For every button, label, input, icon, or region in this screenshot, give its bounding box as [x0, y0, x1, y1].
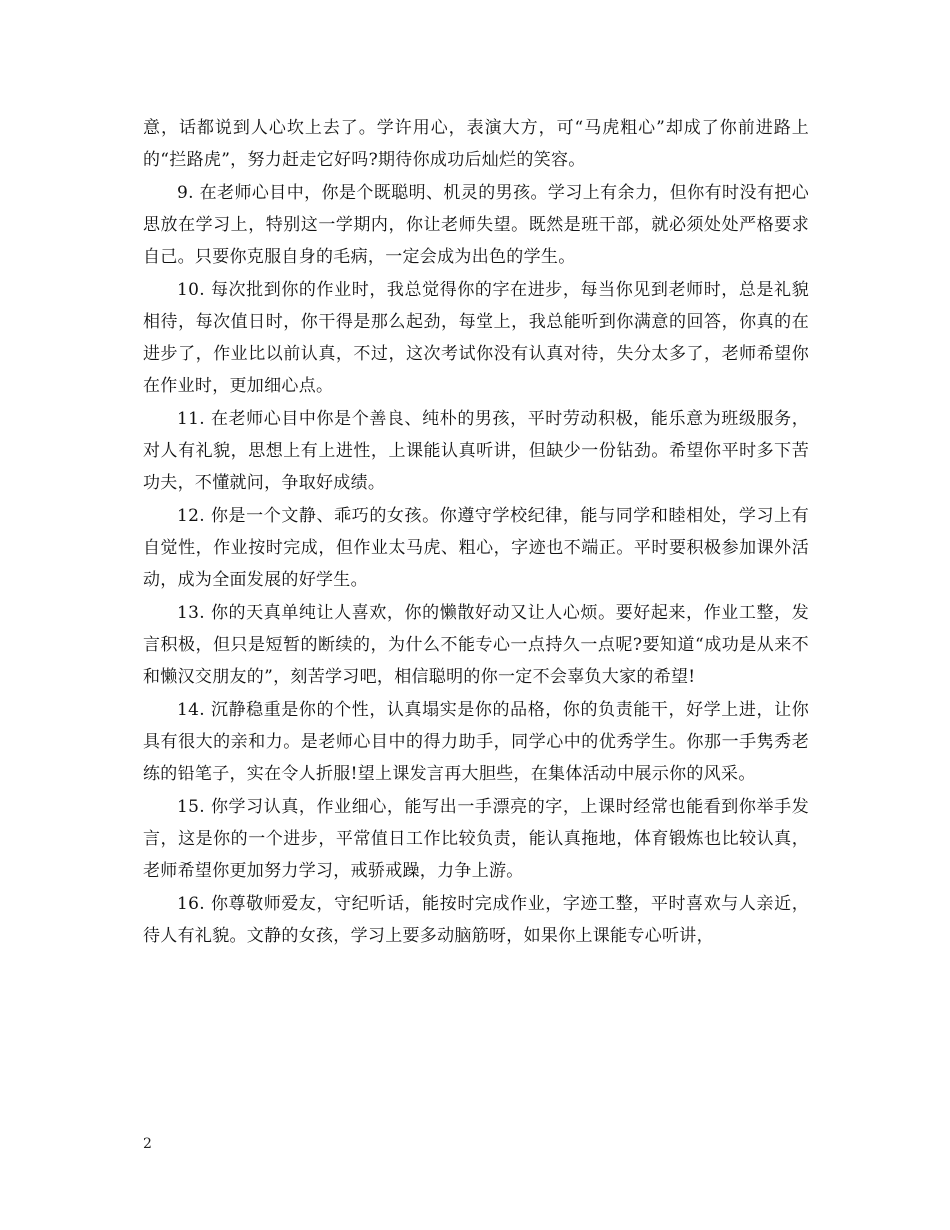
- paragraph-item-9: 9. 在老师心目中，你是个既聪明、机灵的男孩。学习上有余力，但你有时没有把心思放在学习上，特别这一学期内，你让老师失望。既然是班干部，就必须处处严格要求自己。只要你克服自身的毛病，一定会成为出色的学生。: [143, 183, 809, 267]
- page-number: 2: [143, 1136, 152, 1152]
- document-body: [143, 112, 809, 953]
- paragraph-item-13: 13. 你的天真单纯让人喜欢，你的懒散好动又让人心烦。要好起来，作业工整，发言积极，但只是短暂的断续的，为什么不能专心一点持久一点呢?要知道“成功是从来不和懒汉交朋友的”，刻苦学习吧，相信聪明的你一定不会辜负大家的希望!: [143, 603, 809, 687]
- paragraph-continued: 意，话都说到人心坎上去了。学许用心，表演大方，可“马虎粗心”却成了你前进路上的“拦路虎”，努力赶走它好吗?期待你成功后灿烂的笑容。: [143, 118, 809, 170]
- paragraph-item-14: 14. 沉静稳重是你的个性，认真塌实是你的品格，你的负责能干，好学上进，让你具有很大的亲和力。是老师心目中的得力助手，同学心中的优秀学生。你那一手隽秀老练的铅笔子，实在令人折服!望上课发言再大胆些，在集体活动中展示你的风采。: [143, 700, 809, 784]
- paragraph-item-10: 10. 每次批到你的作业时，我总觉得你的字在进步，每当你见到老师时，总是礼貌相待，每次值日时，你干得是那么起劲，每堂上，我总能听到你满意的回答，你真的在进步了，作业比以前认真，不过，这次考试你没有认真对待，失分太多了，老师希望你在作业时，更加细心点。: [143, 280, 809, 396]
- paragraph-item-16: 16. 你尊敬师爱友，守纪听话，能按时完成作业，字迹工整，平时喜欢与人亲近，待人有礼貌。文静的女孩，学习上要多动脑筋呀，如果你上课能专心听讲，: [143, 894, 809, 946]
- paragraph-item-11: 11. 在老师心目中你是个善良、纯朴的男孩，平时劳动积极，能乐意为班级服务，对人有礼貌，思想上有上进性，上课能认真听讲，但缺少一份钻劲。希望你平时多下苦功夫，不懂就问，争取好成绩。: [143, 409, 809, 493]
- paragraph-item-12: 12. 你是一个文静、乖巧的女孩。你遵守学校纪律，能与同学和睦相处，学习上有自觉性，作业按时完成，但作业太马虎、粗心，字迹也不端正。平时要积极参加课外活动，成为全面发展的好学生。: [143, 506, 809, 590]
- paragraph-item-15: 15. 你学习认真，作业细心，能写出一手漂亮的字，上课时经常也能看到你举手发言，这是你的一个进步，平常值日工作比较负责，能认真拖地，体育锻炼也比较认真，老师希望你更加努力学习，戒骄戒躁，力争上游。: [143, 797, 809, 881]
